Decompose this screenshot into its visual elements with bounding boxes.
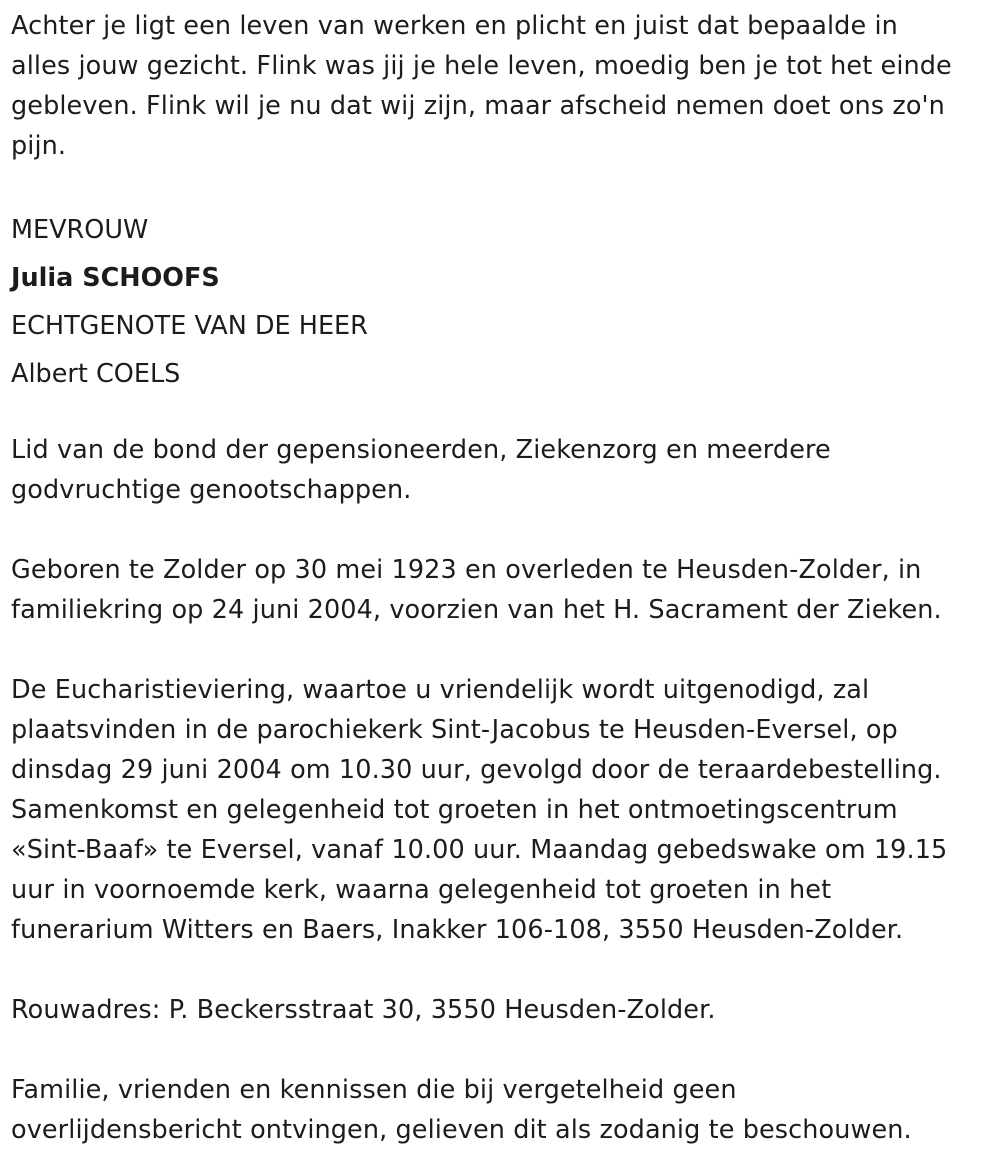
closing-paragraph xyxy=(11,1070,912,1150)
spouse-name: Albert COELS xyxy=(11,359,181,389)
funeral-line: De Eucharistieviering, waartoe u vriendelijk wordt uitgenodigd, zal xyxy=(11,675,870,705)
mourning-address xyxy=(11,990,716,1030)
funeral-line: «Sint-Baaf» te Eversel, vanaf 10.00 uur. Maandag gebedswake om 19.15 xyxy=(11,835,948,865)
intro-line: Achter je ligt een leven van werken en plicht en juist dat bepaalde in xyxy=(11,11,898,41)
birth-death-paragraph xyxy=(11,550,942,630)
intro-line: gebleven. Flink wil je nu dat wij zijn, maar afscheid nemen doet ons zo'n xyxy=(11,91,945,121)
intro-line: pijn. xyxy=(11,131,67,161)
funeral-paragraph xyxy=(11,670,947,950)
closing-line: Familie, vrienden en kennissen die bij vergetelheid geen xyxy=(11,1075,737,1105)
membership-line: godvruchtige genootschappen. xyxy=(11,475,412,505)
membership-line: Lid van de bond der gepensioneerden, Ziekenzorg en meerdere xyxy=(11,435,831,465)
intro-poem xyxy=(11,6,952,166)
funeral-line: dinsdag 29 juni 2004 om 10.30 uur, gevolgd door de teraardebestelling. xyxy=(11,755,942,785)
relation-label: ECHTGENOTE VAN DE HEER xyxy=(11,311,368,341)
deceased-name-block xyxy=(11,206,368,398)
closing-line: overlijdensbericht ontvingen, gelieven dit als zodanig te beschouwen. xyxy=(11,1115,912,1145)
funeral-line: Samenkomst en gelegenheid tot groeten in het ontmoetingscentrum xyxy=(11,795,898,825)
honorific: MEVROUW xyxy=(11,215,149,245)
deceased-name: Julia SCHOOFS xyxy=(11,263,220,293)
birth-death-line: Geboren te Zolder op 30 mei 1923 en overleden te Heusden-Zolder, in xyxy=(11,555,922,585)
membership-paragraph xyxy=(11,430,831,510)
funeral-line: funerarium Witters en Baers, Inakker 106-108, 3550 Heusden-Zolder. xyxy=(11,915,904,945)
funeral-line: uur in voornoemde kerk, waarna gelegenheid tot groeten in het xyxy=(11,875,832,905)
funeral-line: plaatsvinden in de parochiekerk Sint-Jacobus te Heusden-Eversel, op xyxy=(11,715,898,745)
birth-death-line: familiekring op 24 juni 2004, voorzien van het H. Sacrament der Zieken. xyxy=(11,595,942,625)
intro-line: alles jouw gezicht. Flink was jij je hele leven, moedig ben je tot het einde xyxy=(11,51,952,81)
address-line: Rouwadres: P. Beckersstraat 30, 3550 Heusden-Zolder. xyxy=(11,995,716,1025)
